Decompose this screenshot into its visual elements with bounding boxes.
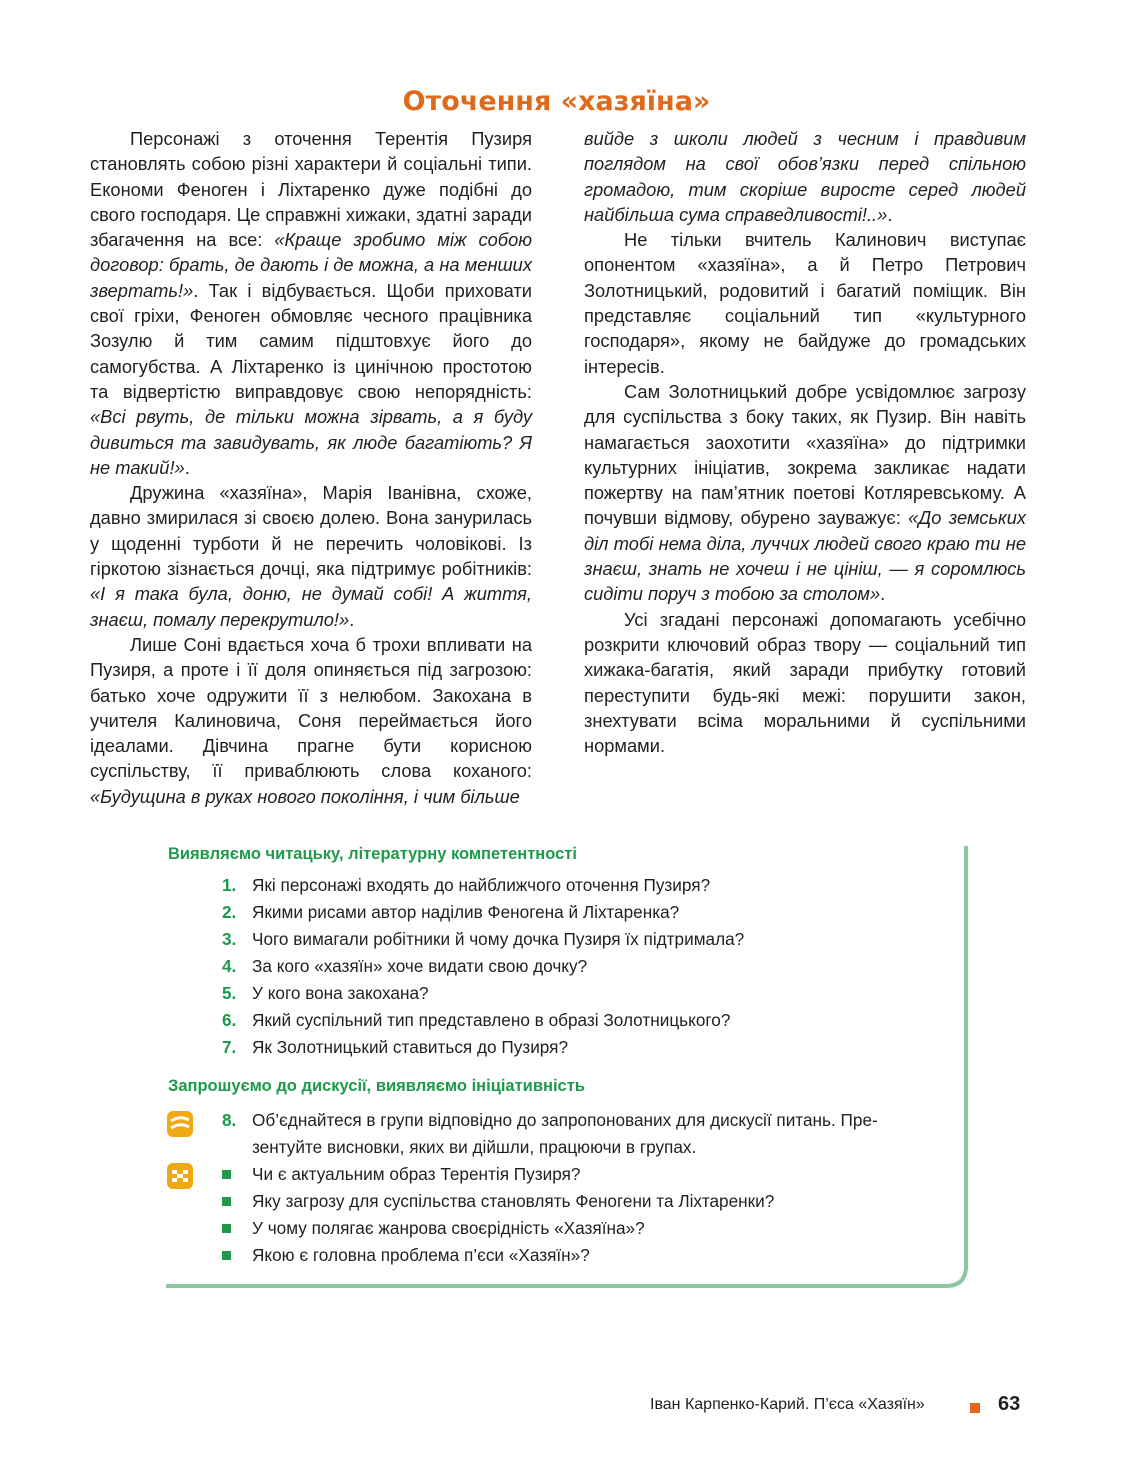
discussion-icon [167,1163,193,1189]
page-number: 63 [998,1393,1021,1415]
question-item: 3. Чого вимагали робітники й чому дочка Пузиря їх підтримала? [222,929,745,949]
paragraph: Персонажі з оточення Терентія Пузиря становлять собою різні характери й соціальні типи. Економи Феноген і Ліхтаренко дуже подібні до свого господаря. Це справжні хижаки, здатні заради збагачення на все: «Краще зробимо між собою договор: брать, де дають і де можна, а на менших звертать!». Так і відбувається. Щоби приховати свої гріхи, Феноген обмовляє чесного працівника Зозулю й тим самим підштовхує його до самогубства. А Ліхтаренко із цинічною простотою та відвертістю виправдовує свою непорядність: «Всі рвуть, де тільки можна зірвать, а я буду дивиться та завидувать, як люде багатіють? Я не такий!». [90,128,532,478]
discussion-bullet: Якою є головна проблема п’єси «Хазяїн»? [222,1242,590,1269]
paragraph: вийде з школи людей з чесним і правдивим поглядом на свої обов’язки перед спільною громадою, тим скоріше виросте серед людей найбільша сума справедливості!..». [584,128,1026,225]
group-work-icon [167,1111,193,1137]
paragraph: Усі згадані персонажі допомагають усебічно розкрити ключовий образ твору — соціальний тип хижака-багатія, який заради прибутку готовий переступити будь-які межі: порушити закон, знехтувати всіма моральними й суспільними нормами. [584,608,1026,757]
question-item: 4. За кого «хазяїн» хоче видати свою дочку? [222,956,588,976]
paragraph: Дружина «хазяїна», Марія Іванівна, схоже, давно змирилася зі своєю долею. Вона занурилась у щоденні турботи й не перечить чоловікові. Із гіркотою зізнається дочці, яка підтримує робітників: «І я така була, доню, не думай собі! А життя, знаєш, помалу перекрутило!». [90,482,532,630]
bullet-square-icon [222,1224,231,1233]
left-column [90,126,532,809]
bullet-square-icon [222,1170,231,1179]
running-footer: Іван Карпенко-Карий. П’єса «Хазяїн» [650,1396,925,1413]
question-item: 7. Як Золотницький ставиться до Пузиря? [222,1037,569,1057]
tasks-heading-discussion: Запрошуємо до дискусії, виявляємо ініціативність [168,1077,585,1095]
right-column [584,126,1026,758]
question-item: 6. Який суспільний тип представлено в образі Золотницького? [222,1010,731,1030]
discussion-bullet: У чому полягає жанрова своєрідність «Хазяїна»? [222,1215,645,1242]
paragraph: Не тільки вчитель Калинович виступає опонентом «хазяїна», а й Петро Петрович Золотницький, родовитий і багатий поміщик. Він представляє соціальний тип «культурного господаря», якому не байдуже до громадських інтересів. [584,229,1026,377]
question-continuation: зентуйте висновки, яких ви дійшли, працюючи в групах. [252,1137,697,1157]
bullet-square-icon [222,1197,231,1206]
question-item: 2. Якими рисами автор наділив Феногена й Ліхтаренка? [222,902,680,922]
discussion-bullet: Чи є актуальним образ Терентія Пузиря? [222,1161,580,1188]
question-item: 5. У кого вона закохана? [222,983,429,1003]
discussion-bullet: Яку загрозу для суспільства становлять Феногени та Ліхтаренки? [222,1188,774,1215]
footer-square-icon [970,1403,980,1413]
bullet-square-icon [222,1251,231,1260]
tasks-heading-reading: Виявляємо читацьку, літературну компетентності [168,845,577,863]
paragraph: Лише Соні вдається хоча б трохи впливати на Пузиря, а проте і її доля опиняється під загрозою: батько хоче одружити її з нелюбом. Закохана в учителя Калиновича, Соня переймається його ідеалами. Дівчина прагне бути корисною суспільству, її приваблюють слова коханого: «Будущина в руках нового покоління, і чим більше [90,633,532,807]
question-item: 1. Які персонажі входять до найближчого оточення Пузиря? [222,875,711,895]
question-item: 8. Об’єднайтеся в групи відповідно до запропонованих для дискусії питань. Пре- [222,1110,878,1130]
paragraph: Сам Золотницький добре усвідомлює загрозу для суспільства з боку таких, як Пузир. Він навіть намагається заохотити «хазяїна» до підтримки культурних ініціатив, зокрема закликає надати пожертву на пам’ятник поетові Котляревському. А почувши відмову, обурено зауважує: «До земських діл тобі нема діла, луччих людей свого краю ти не знаєш, знать не хочеш і не цініш, — я соромлюсь сидіти поруч з тобою за столом». [584,380,1026,605]
page-title: Оточення «хазяїна» [402,86,711,117]
